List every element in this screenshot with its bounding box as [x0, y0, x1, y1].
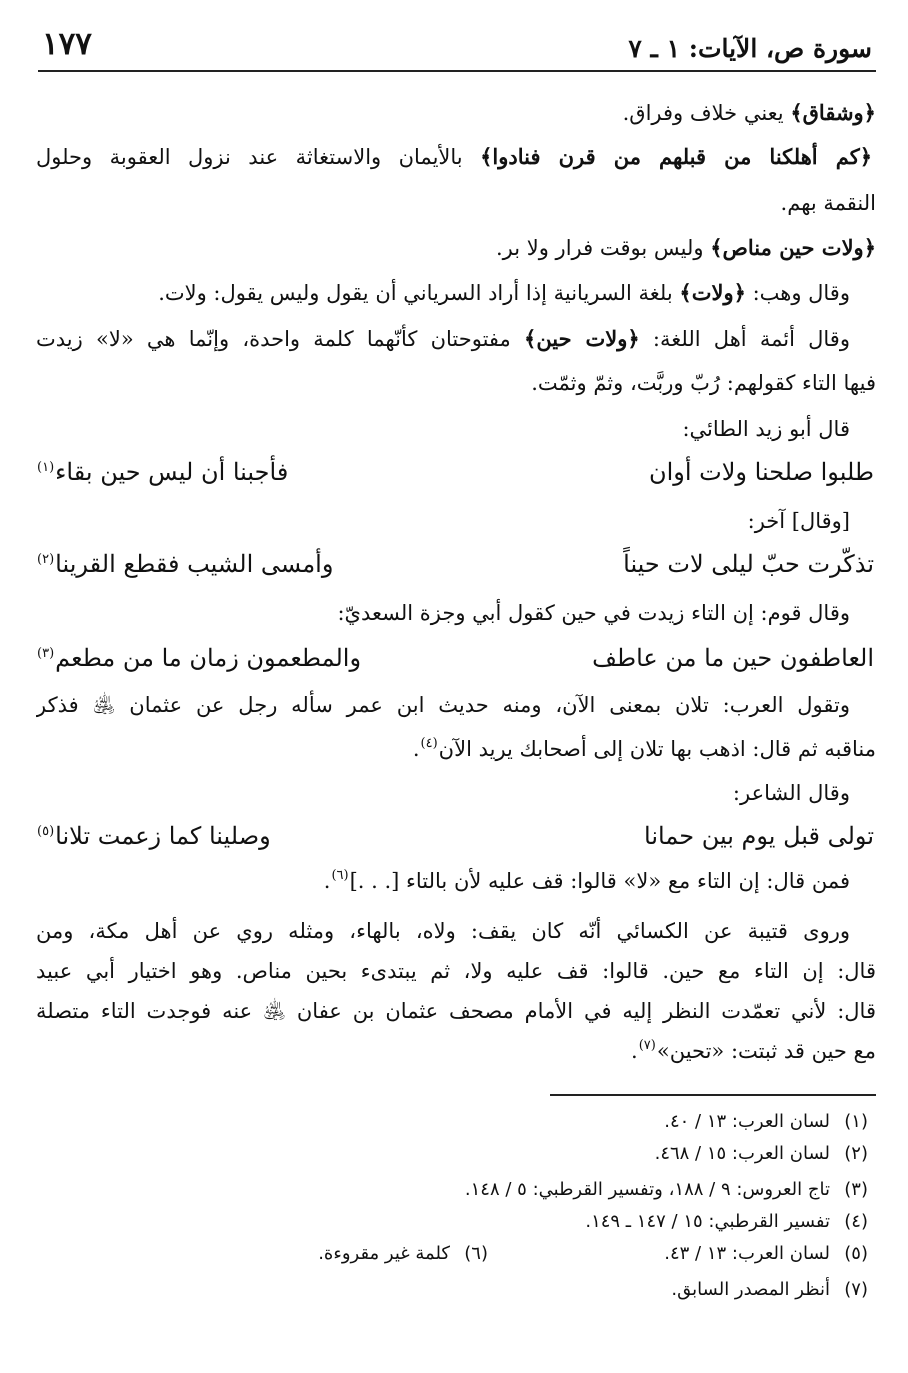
verse-first-hemistich: تذكّرت حبّ ليلى لات حيناً [623, 550, 874, 578]
running-title: سورة ص، الآيات: ١ ـ ٧ [628, 34, 872, 63]
quran-quote: ﴿ولات حين﴾ [524, 326, 640, 351]
line-text: وقال وهب: [745, 281, 850, 305]
footnote [655, 1140, 868, 1168]
text-line [36, 366, 876, 400]
text-line [36, 276, 850, 310]
text-line [36, 231, 876, 265]
verse-second-hemistich [36, 544, 333, 589]
line-text: قال: إن التاء مع حين. قالوا: قف عليه ولا، ثم يبتدىء بحين مناص. وهو اختيار أبي عبيد [36, 959, 876, 983]
text-line [36, 1034, 876, 1072]
footnote [585, 1208, 868, 1236]
footnote-ref: (٢) [37, 552, 55, 567]
text-line [36, 688, 850, 722]
text-line [36, 504, 850, 538]
line-text: . [412, 737, 420, 761]
quran-quote: ﴿ولات﴾ [679, 280, 746, 305]
line-text: النقمة بهم. [780, 191, 876, 215]
footnote-text: تاج العروس: ٩ / ١٨٨، وتفسير القرطبي: ٥ / ١٤٨. [464, 1179, 830, 1200]
poetry-verse [36, 452, 874, 492]
line-text: وقال قوم: إن التاء زيدت في حين كقول أبي وجزة السعديّ: [337, 601, 850, 625]
page-header [38, 26, 876, 72]
verse-second-hemistich [36, 638, 361, 683]
footnote-ref: (٥) [37, 824, 55, 839]
footnote-ref: (٣) [37, 646, 55, 661]
verse-text: فأجبنا أن ليس حين بقاء [55, 458, 289, 486]
quran-quote: ﴿ولات حين مناص﴾ [710, 235, 876, 260]
poetry-verse [36, 544, 874, 584]
line-text: . [323, 869, 331, 893]
footnote-separator [550, 1094, 876, 1096]
verse-text: وصلينا كما زعمت تلانا [55, 822, 271, 850]
line-text: وقال الشاعر: [732, 781, 850, 805]
line-text: قال أبو زيد الطائي: [682, 417, 850, 441]
footnote-text: أنظر المصدر السابق. [671, 1279, 830, 1300]
verse-first-hemistich: تولى قبل يوم بين حمانا [644, 822, 874, 850]
line-text: وروى قتيبة عن الكسائي أنّه كان يقف: ولاه، بالهاء، ومثله روي عن أهل مكة، ومن [36, 919, 850, 943]
verse-first-hemistich: طلبوا صلحنا ولات أوان [648, 458, 874, 486]
footnote-ref: (٧) [638, 1038, 656, 1053]
footnote [465, 1176, 868, 1204]
verse-second-hemistich [36, 816, 271, 861]
text-line [36, 954, 876, 988]
footnote-text: لسان العرب: ١٣ / ٤٣. [664, 1243, 830, 1264]
footnote-text: تفسير القرطبي: ١٥ / ١٤٧ ـ ١٤٩. [585, 1211, 830, 1232]
text-line [36, 412, 850, 446]
line-text: . [631, 1039, 638, 1063]
text-line [36, 732, 876, 770]
footnote-ref: (٦) [331, 868, 349, 883]
verse-first-hemistich: العاطفون حين ما من عاطف [592, 644, 874, 672]
line-text: [وقال] آخر: [747, 509, 850, 533]
text-line [36, 140, 872, 174]
line-text: بالأيمان والاستغاثة عند نزول العقوبة وحلول [36, 145, 481, 169]
text-line [36, 914, 850, 948]
footnote [664, 1240, 868, 1268]
line-text: وقال أئمة أهل اللغة: [639, 327, 850, 351]
line-text: يعني خلاف وفراق. [622, 101, 791, 125]
text-line [36, 322, 850, 356]
footnote-ref: (١) [37, 460, 55, 475]
line-text: وليس بوقت فرار ولا بر. [495, 236, 711, 260]
quran-quote: ﴿كم أهلكنا من قبلهم من قرن فنادوا﴾ [480, 144, 872, 169]
footnote-text: كلمة غير مقروءة. [318, 1243, 450, 1264]
footnote-number: (٢) [844, 1143, 868, 1164]
line-text: قال: لأني تعمّدت النظر إليه في الأمام مصحف عثمان بن عفان ﵁ عنه فوجدت التاء متصلة [36, 999, 876, 1023]
line-text: فمن قال: إن التاء مع «لا» قالوا: قف عليه لأن بالتاء [. . .] [349, 869, 850, 893]
poetry-verse [36, 816, 874, 856]
line-text: فيها التاء كقولهم: رُبّ وربَّت، وثمّ وثمّت. [531, 371, 876, 395]
footnote-number: (٦) [464, 1243, 488, 1264]
footnote-text: لسان العرب: ١٣ / ٤٠. [664, 1111, 830, 1132]
line-text: بلغة السريانية إذا أراد السرياني أن يقول وليس يقول: ولات. [158, 281, 680, 305]
verse-second-hemistich [36, 452, 288, 497]
page-number: ١٧٧ [42, 26, 92, 62]
verse-text: وأمسى الشيب فقطع القرينا [55, 550, 334, 578]
line-text: مناقبه ثم قال: اذهب بها تلان إلى أصحابك يريد الآن [438, 737, 876, 761]
line-text: وتقول العرب: تلان بمعنى الآن، ومنه حديث ابن عمر سأله رجل عن عثمان ﵁ فذكر [36, 693, 850, 717]
footnote-number: (٥) [844, 1243, 868, 1264]
footnote-number: (٧) [844, 1279, 868, 1300]
verse-text: والمطعمون زمان ما من مطعم [55, 644, 362, 672]
text-line [36, 96, 876, 130]
footnote [671, 1276, 868, 1304]
footnote [318, 1240, 488, 1268]
line-text: مفتوحتان كأنّهما كلمة واحدة، وإنّما هي «لا» زيدت [36, 327, 525, 351]
text-line [36, 596, 850, 630]
line-text: مع حين قد ثبتت: «تحين» [656, 1039, 876, 1063]
footnote-number: (٤) [844, 1211, 868, 1232]
footnote-number: (٣) [844, 1179, 868, 1200]
text-line [36, 186, 876, 220]
footnote-text: لسان العرب: ١٥ / ٤٦٨. [654, 1143, 830, 1164]
quran-quote: ﴿وشقاق﴾ [790, 100, 876, 125]
text-line [36, 776, 850, 810]
footnote [664, 1108, 868, 1136]
text-line [36, 864, 850, 902]
text-line [36, 994, 876, 1028]
poetry-verse [36, 638, 874, 678]
footnote-number: (١) [844, 1111, 868, 1132]
footnote-ref: (٤) [420, 736, 438, 751]
